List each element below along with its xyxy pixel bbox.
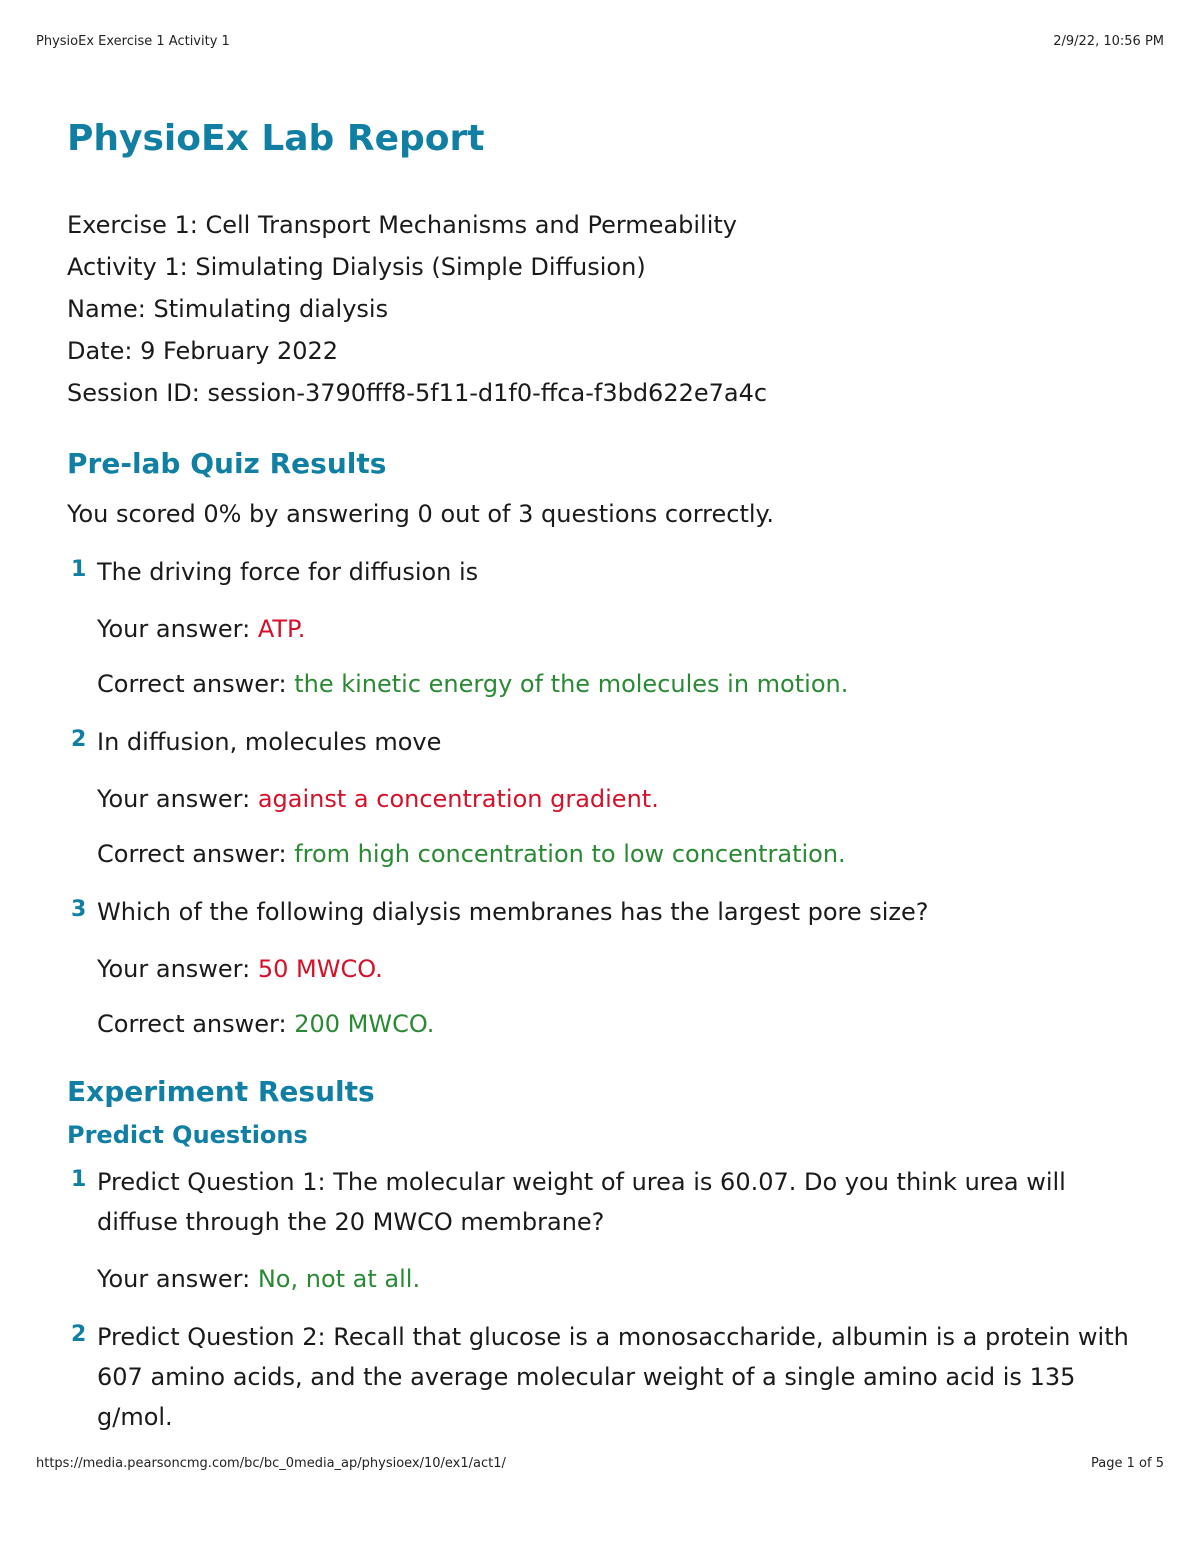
question-text: Predict Question 1: The molecular weight of urea is 60.07. Do you think urea will diffuse through the 20 MWCO membrane? [97,1168,1066,1236]
correct-answer [97,836,1147,872]
your-answer-label: Your answer: [97,785,258,813]
correct-answer-label: Correct answer: [97,1010,295,1038]
print-footer-url[interactable]: https://media.pearsoncmg.com/bc/bc_0media_ap/physioex/10/ex1/act1/ [36,1456,506,1471]
page-title: PhysioEx Lab Report [67,118,485,159]
question-text: Predict Question 2: Recall that glucose is a monosaccharide, albumin is a protein with 607 amino acids, and the average molecular weight of a single amino acid is 135 g/mol. [97,1323,1129,1431]
exercise-line: Exercise 1: Cell Transport Mechanisms and Permeability [67,211,738,239]
question-number: 1 [71,557,87,582]
print-footer [36,1456,1164,1471]
correct-answer-value: the kinetic energy of the molecules in motion. [294,670,849,698]
correct-answer [97,1006,1147,1042]
predict-questions-heading: Predict Questions [67,1121,308,1149]
experiment-heading: Experiment Results [67,1075,375,1108]
prelab-score: You scored 0% by answering 0 out of 3 questions correctly. [67,500,774,528]
predict-question [67,1317,1147,1437]
your-answer-value: against a concentration gradient. [257,785,659,813]
correct-answer-value: 200 MWCO. [294,1010,435,1038]
your-answer [97,951,1147,987]
print-footer-page-number: Page 1 of 5 [1091,1456,1164,1471]
date-line: Date: 9 February 2022 [67,337,339,365]
your-answer-label: Your answer: [97,615,258,643]
your-answer [97,1261,1147,1297]
session-id-line: Session ID: session-3790fff8-5f11-d1f0-ffca-f3bd622e7a4c [67,379,768,407]
print-header-timestamp: 2/9/22, 10:56 PM [1053,34,1164,49]
question-text: In diffusion, molecules move [97,728,442,756]
correct-answer-label: Correct answer: [97,670,295,698]
correct-answer-value: from high concentration to low concentration. [294,840,846,868]
prelab-question [67,892,1147,1042]
name-line: Name: Stimulating dialysis [67,295,389,323]
print-header [36,34,1164,49]
your-answer [97,781,1147,817]
prelab-question [67,552,1147,702]
correct-answer-label: Correct answer: [97,840,295,868]
your-answer-label: Your answer: [97,1265,258,1293]
prelab-question [67,722,1147,872]
lab-report [67,112,1147,1437]
your-answer-value: ATP. [257,615,306,643]
question-number: 3 [71,897,87,922]
question-text: The driving force for diffusion is [97,558,479,586]
question-number: 1 [71,1167,87,1192]
question-number: 2 [71,1322,87,1347]
your-answer-value: 50 MWCO. [257,955,383,983]
your-answer [97,611,1147,647]
predict-question [67,1162,1147,1297]
your-answer-value: No, not at all. [257,1265,421,1293]
correct-answer [97,666,1147,702]
question-text: Which of the following dialysis membranes has the largest pore size? [97,898,929,926]
print-header-title: PhysioEx Exercise 1 Activity 1 [36,34,230,49]
activity-line: Activity 1: Simulating Dialysis (Simple Diffusion) [67,253,646,281]
your-answer-label: Your answer: [97,955,258,983]
prelab-heading: Pre-lab Quiz Results [67,447,387,480]
question-number: 2 [71,727,87,752]
